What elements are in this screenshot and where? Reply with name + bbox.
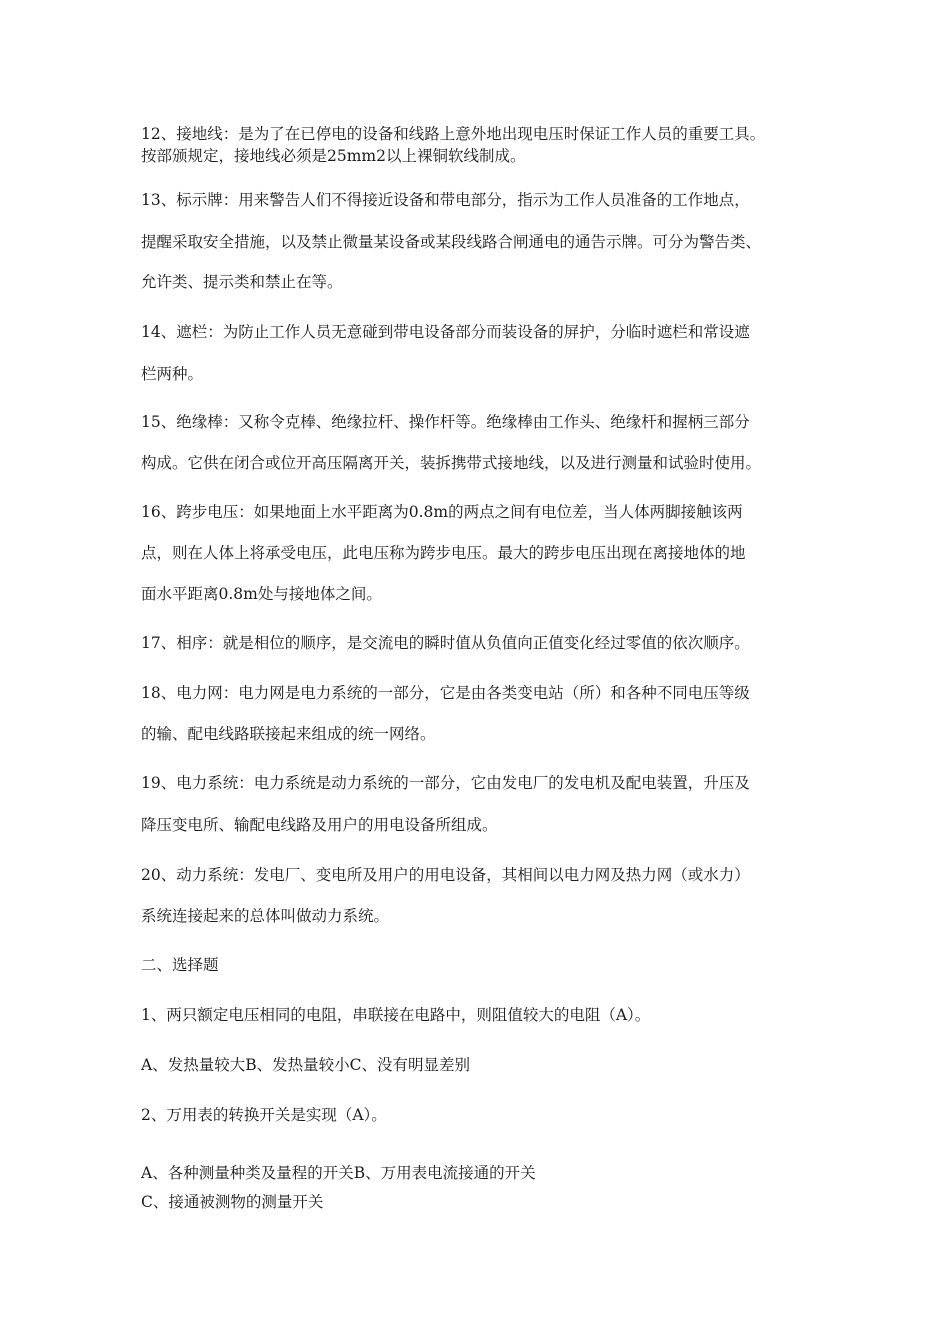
text-line-20a: 20、动力系统：发电厂、变电所及用户的用电设备，其相间以电力网及热力网（或水力）: [141, 866, 750, 884]
text-line-16a: 16、跨步电压：如果地面上水平距离为0.8m的两点之间有电位差，当人体两脚接触该两: [141, 503, 743, 521]
text-line-14b: 栏两种。: [141, 365, 204, 383]
text-line-12b: 按部颁规定，接地线必须是25mm2以上裸铜软线制成。: [141, 147, 526, 165]
text-line-16c: 面水平距离0.8m处与接地体之间。: [141, 585, 382, 603]
text-line-12a: 12、接地线：是为了在已停电的设备和线路上意外地出现电压时保证工作人员的重要工具。: [141, 125, 766, 143]
text-line-19b: 降压变电所、输配电线路及用户的用电设备所组成。: [141, 816, 498, 834]
section-heading-choice: 二、选择题: [141, 956, 219, 974]
question-1-options: A、发热量较大B、发热量较小C、没有明显差别: [141, 1056, 470, 1074]
question-2-options-b: C、接通被测物的测量开关: [141, 1193, 324, 1211]
text-line-13c: 允许类、提示类和禁止在等。: [141, 273, 343, 291]
text-line-18b: 的输、配电线路联接起来组成的统一网络。: [141, 725, 436, 743]
text-line-15b: 构成。它供在闭合或位开高压隔离开关，装拆携带式接地线，以及进行测量和试验时使用。: [141, 454, 762, 472]
text-line-15a: 15、绝缘棒：又称令克棒、绝缘拉杆、操作杆等。绝缘棒由工作头、绝缘杆和握柄三部分: [141, 413, 750, 431]
text-line-18a: 18、电力网：电力网是电力系统的一部分，它是由各类变电站（所）和各种不同电压等级: [141, 684, 750, 702]
question-2: 2、万用表的转换开关是实现（A）。: [141, 1106, 387, 1124]
question-1: 1、两只额定电压相同的电阻，串联接在电路中，则阻值较大的电阻（A）。: [141, 1006, 651, 1024]
question-2-options-a: A、各种测量种类及量程的开关B、万用表电流接通的开关: [141, 1164, 536, 1182]
text-line-16b: 点，则在人体上将承受电压，此电压称为跨步电压。最大的跨步电压出现在离接地体的地: [141, 544, 746, 562]
text-line-17: 17、相序：就是相位的顺序，是交流电的瞬时值从负值向正值变化经过零值的依次顺序。: [141, 634, 750, 652]
text-line-13b: 提醒采取安全措施，以及禁止微量某设备或某段线路合闸通电的通告示牌。可分为警告类、: [141, 233, 762, 251]
text-line-14a: 14、遮栏：为防止工作人员无意碰到带电设备部分而装设备的屏护，分临时遮栏和常设遮: [141, 323, 750, 341]
text-line-13a: 13、标示牌：用来警告人们不得接近设备和带电部分，指示为工作人员准备的工作地点，: [141, 191, 750, 209]
text-line-19a: 19、电力系统：电力系统是动力系统的一部分，它由发电厂的发电机及配电装置，升压及: [141, 774, 750, 792]
text-line-20b: 系统连接起来的总体叫做动力系统。: [141, 907, 390, 925]
